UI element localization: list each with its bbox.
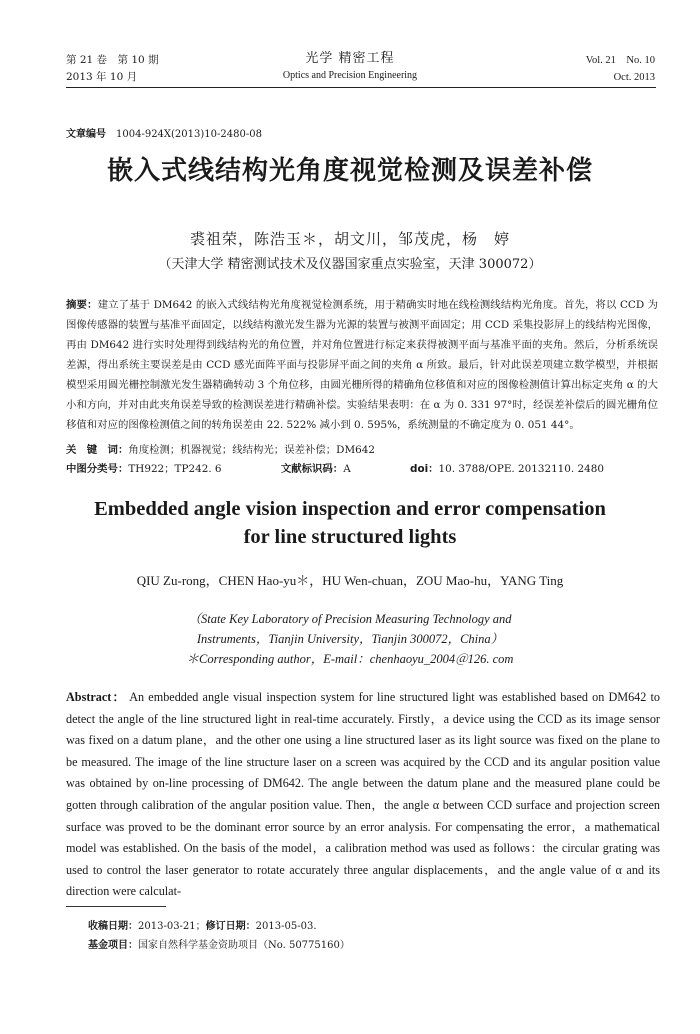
footnote-rule <box>66 906 166 907</box>
keywords-cn <box>66 441 375 456</box>
article-number-label: 文章编号 <box>66 129 106 140</box>
volume-issue-en: Vol. 21 No. 10 <box>585 55 655 66</box>
abstract-cn-text: 建立了基于 DM642 的嵌入式线结构光角度视觉检测系统，用于精确实时地在线检测线结构光角度。首先，将以 CCD 为图像传感器的装置与基准平面固定，以线结构激光发生器为光源的装置与被测平面固定；用 CCD 采集投影屏上的线结构光图像，再由 DM642 进行实时处理得到线结构光的角位置，并对角位置进行标定来获得被测平面与基准平面的夹角。然后，分析系统误差源，得出系统主要误差是由 CCD 感光面阵平面与投影屏平面之间的夹角 α 所致。最后，针对此误差项建立数学模型，并根据模型采用圆光栅控制激光发生器精确转动 3 个角位移，由圆光栅所得的精确角位移值和对应的图像检测值计算出标定夹角 α 的大小和方向，并对由此夹角误差导致的检测误差进行精确补偿。实验结果表明：在 α 为 0. 331 97°时，经误差补偿后的圆光栅角位移值和对应的图像检测值之间的转角误差由 22. 522% 减小到 0. 595%，系统测量的不确定度为 0. 051 44°。 <box>66 299 658 431</box>
abstract-en <box>66 687 660 903</box>
article-number <box>66 125 262 140</box>
received-date: 2013-03-21； <box>138 921 206 932</box>
affiliation-en-line2: Instruments，Tianjin University，Tianjin 300072，China） <box>196 632 504 646</box>
clc-label: 中图分类号： <box>66 463 129 475</box>
header-rule <box>66 87 656 88</box>
article-number-value: 1004-924X(2013)10-2480-08 <box>116 129 262 140</box>
clc-number <box>66 463 250 475</box>
fund-label: 基金项目： <box>88 940 138 951</box>
affiliation-en <box>0 609 700 669</box>
corresponding-author: ＊Corresponding author，E-mail：chenhaoyu_2004＠126. com <box>186 652 514 666</box>
footnote-fund <box>88 936 350 951</box>
abstract-en-text: An embedded angle visual inspection system for line structured light was established based on DM642 to detect the angle of the line structured light in real-time accurately. Firstly，a device using the CCD as its image sensor was fixed on a datum plane，and the other one using a line structured laser as its light source was fixed on the plane to be measured. The image of the line structure laser on a screen was acquired by the CCD and its angular position value was obtained by on-line processing of DM642. The angle between the datum plane and the measured plane could be gotten through calibration of the angular position value. Then，the angle α between CCD surface and projection screen surface was proved to be the dominant error source by an error analysis. For compensating the error，a mathematical model was established. On the basis of the model，a calibration method was used as follows：the circular grating was used to control the laser generator to rotate accurately three angular displacements，and the angle value of α and its direction were calculat- <box>66 690 660 899</box>
journal-name-cn: 光学 精密工程 <box>305 51 395 66</box>
abstract-cn-label: 摘要： <box>66 299 98 311</box>
doi-value: 10. 3788/OPE. 20132110. 2480 <box>438 463 604 475</box>
clc-value: TH922；TP242. 6 <box>128 463 222 475</box>
revised-label: 修订日期： <box>205 921 256 932</box>
doc-code-value: A <box>343 463 351 475</box>
authors-cn: 裘祖荣，陈浩玉＊，胡文川，邹茂虎，杨 婷 <box>189 230 510 248</box>
revised-date: 2013-05-03. <box>255 921 317 932</box>
doi <box>410 463 632 475</box>
volume-issue: 第 21 卷 第 10 期 <box>66 54 159 66</box>
document-code <box>281 463 379 475</box>
doc-code-label: 文献标识码： <box>280 463 344 475</box>
classification-line <box>66 460 666 475</box>
affiliation-en-line1: （State Key Laboratory of Precision Measuring Technology and <box>188 612 512 626</box>
abstract-en-label: Abstract： <box>66 690 126 704</box>
title-en-line1: Embedded angle vision inspection and error compensation <box>94 498 606 520</box>
footnote-dates <box>88 917 317 932</box>
title-en <box>0 495 700 551</box>
title-cn: 嵌入式线结构光角度视觉检测及误差补偿 <box>106 156 593 186</box>
keywords-cn-text: 角度检测；机器视觉；线结构光；误差补偿；DM642 <box>128 444 375 456</box>
issue-date-en: Oct. 2013 <box>613 72 655 83</box>
doi-label: doi： <box>410 463 439 475</box>
abstract-cn <box>66 295 658 435</box>
keywords-cn-label: 关 键 词： <box>66 444 129 456</box>
affiliation-cn: （天津大学 精密测试技术及仪器国家重点实验室，天津 300072） <box>158 257 542 272</box>
fund-text: 国家自然科学基金资助项目（No. 50775160） <box>138 940 350 951</box>
journal-volume-info-en <box>586 52 655 86</box>
received-label: 收稿日期： <box>88 921 138 932</box>
issue-date: 2013 年 10 月 <box>66 71 138 83</box>
authors-en: QIU Zu-rong，CHEN Hao-yu＊，HU Wen-chuan，ZOU Mao-hu，YANG Ting <box>136 573 564 588</box>
journal-name-en: Optics and Precision Engineering <box>282 70 418 81</box>
title-en-line2: for line structured lights <box>243 526 457 548</box>
